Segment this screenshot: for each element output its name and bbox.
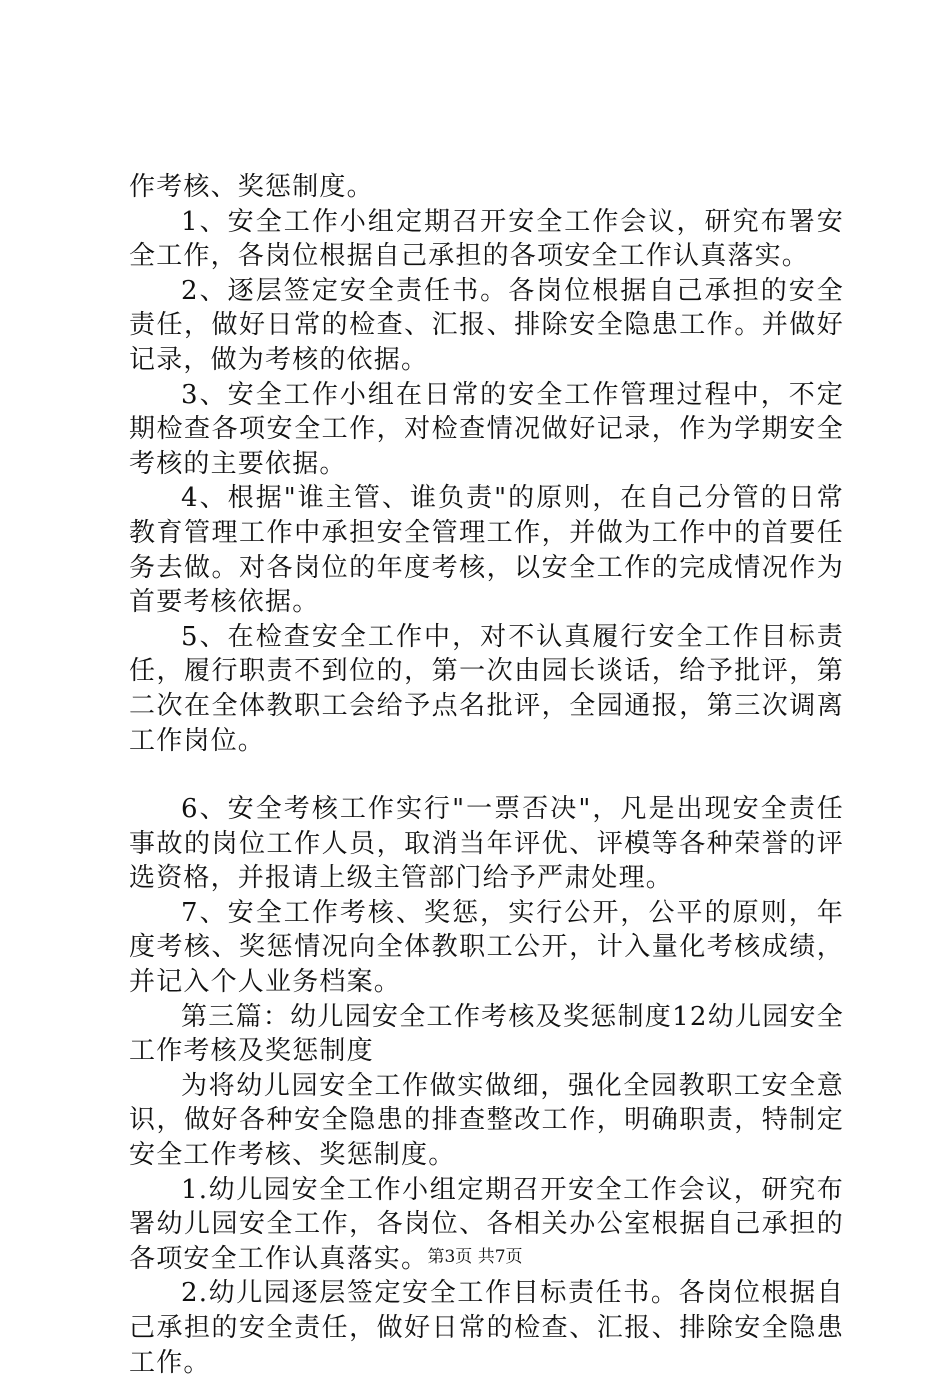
paragraph-intro: 为将幼儿园安全工作做实做细，强化全园教职工安全意识，做好各种安全隐患的排查整改工作，明确职责，特制定安全工作考核、奖惩制度。: [129, 1070, 844, 1171]
document-body: [129, 170, 844, 1380]
paragraph-item-5: 5、在检查安全工作中，对不认真履行安全工作目标责任，履行职责不到位的，第一次由园长谈话，给予批评，第二次在全体教职工会给予点名批评，全园通报，第三次调离工作岗位。: [129, 621, 844, 756]
paragraph-rule-2: 2.幼儿园逐层签定安全工作目标责任书。各岗位根据自己承担的安全责任，做好日常的检查、汇报、排除安全隐患工作。: [129, 1278, 844, 1378]
paragraph-item-3: 3、安全工作小组在日常的安全工作管理过程中，不定期检查各项安全工作，对检查情况做好记录，作为学期安全考核的主要依据。: [129, 379, 844, 479]
paragraph-item-6: 6、安全考核工作实行"一票否决"，凡是出现安全责任事故的岗位工作人员，取消当年评优、评模等各种荣誉的评选资格，并报请上级主管部门给予严肃处理。: [129, 794, 844, 894]
paragraph-continuation: 作考核、奖惩制度。: [129, 172, 374, 202]
paragraph-item-2: 2、逐层签定安全责任书。各岗位根据自己承担的安全责任，做好日常的检查、汇报、排除安全隐患工作。并做好记录，做为考核的依据。: [129, 275, 844, 375]
paragraph-spacer: [129, 758, 844, 792]
page-number-footer: 第3页 共7页: [427, 1247, 523, 1267]
paragraph-rule-1: 1.幼儿园安全工作小组定期召开安全工作会议，研究布署幼儿园安全工作，各岗位、各相关办公室根据自己承担的各项安全工作认真落实。: [129, 1174, 844, 1274]
paragraph-item-4: 4、根据"谁主管、谁负责"的原则，在自己分管的日常教育管理工作中承担安全管理工作，并做为工作中的首要任务去做。对各岗位的年度考核，以安全工作的完成情况作为首要考核依据。: [129, 483, 844, 618]
paragraph-item-7: 7、安全工作考核、奖惩，实行公开，公平的原则，年度考核、奖惩情况向全体教职工公开，计入量化考核成绩，并记入个人业务档案。: [129, 897, 844, 998]
section-heading: 第三篇：幼儿园安全工作考核及奖惩制度12幼儿园安全工作考核及奖惩制度: [129, 1001, 844, 1067]
paragraph-item-1: 1、安全工作小组定期召开安全工作会议，研究布署安全工作，各岗位根据自己承担的各项安全工作认真落实。: [129, 206, 844, 272]
